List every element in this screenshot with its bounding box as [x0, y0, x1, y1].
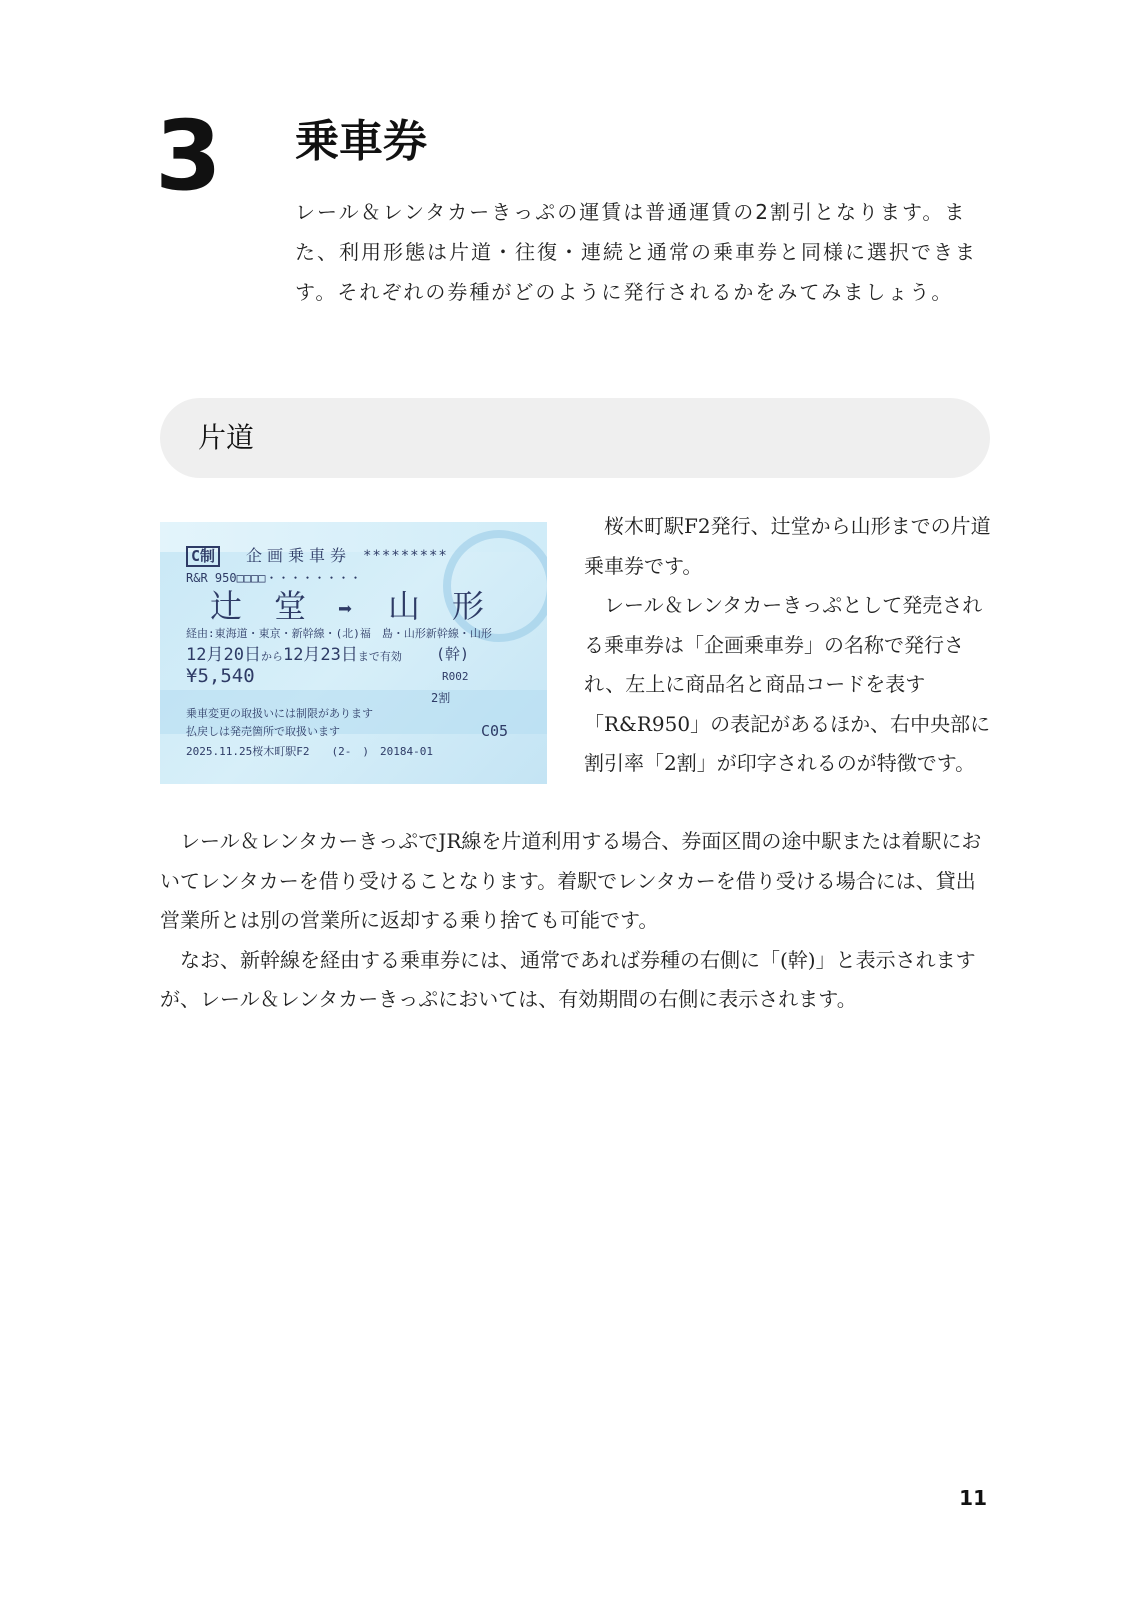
ticket-c-code: C05: [481, 722, 509, 740]
ticket-note: 乗車変更の取扱いには制限があります: [186, 707, 373, 720]
section-title: 片道: [198, 421, 255, 454]
body-text: [160, 822, 994, 1020]
page-number: 11: [959, 1486, 987, 1510]
ticket-price: ¥5,540: [186, 665, 255, 687]
intro-paragraph: レール＆レンタカーきっぷの運賃は普通運賃の2割引となります。また、利用形態は片道・往復・連続と通常の乗車券と同様に選択できます。それぞれの券種がどのように発行されるかをみてみましょう。: [295, 200, 977, 304]
ticket-discount: 2割: [431, 691, 451, 705]
ticket-route: 経由:東海道・東京・新幹線・(北)福 島・山形新幹線・山形: [186, 627, 492, 640]
body-paragraph: なお、新幹線を経由する乗車券には、通常であれば券種の右側に「(幹)」と表示されますが、レール＆レンタカーきっぷにおいては、有効期間の右側に表示されます。: [160, 947, 976, 1011]
body-paragraph: レール＆レンタカーきっぷでJR線を片道利用する場合、券面区間の途中駅または着駅においてレンタカーを借り受けることなります。着駅でレンタカーを借り受ける場合には、貸出営業所とは別の営業所に返却する乗り捨ても可能です。: [160, 829, 982, 932]
ticket-valid-from: 12月20日: [186, 645, 261, 665]
chapter-title: 乗車券: [295, 116, 427, 167]
body-paragraph: 桜木町駅F2発行、辻堂から山形までの片道乗車券です。: [584, 514, 991, 578]
section-header: [160, 398, 990, 478]
ticket-description: [584, 507, 994, 784]
chapter-number: 3: [155, 100, 222, 212]
ticket-issue-line: 2025.11.25桜木町駅F2 (2- ) 20184-01: [186, 745, 433, 758]
ticket-to-station: 山形: [388, 587, 517, 625]
ticket-image: [160, 522, 547, 784]
ticket-valid-to-suffix: まで有効: [357, 650, 402, 663]
ticket-stars: *********: [363, 548, 448, 564]
ticket-product-code: R&R 950□□□□・・・・・・・・: [186, 571, 362, 585]
ticket-valid-from-suffix: から: [260, 650, 283, 663]
ticket-valid-to: 12月23日: [282, 645, 358, 665]
body-paragraph: レール＆レンタカーきっぷとして発売される乗車券は「企画乗車券」の名称で発行され、左上に商品名と商品コードを表す「R&R950」の表記があるほか、右中央部に割引率「2割」が印字されるのが特徴です。: [584, 593, 991, 775]
ticket-note: 払戻しは発売箇所で取扱います: [186, 725, 340, 738]
ticket-r-code: R002: [442, 670, 469, 683]
ticket-class-mark: C制: [186, 546, 220, 567]
arrow-right-icon: ➡: [338, 595, 353, 623]
ticket-shinkansen-mark: (幹): [436, 645, 470, 663]
ticket-from-station: 辻堂: [210, 587, 339, 625]
chapter-intro: [295, 192, 995, 312]
ticket-kind: 企画乗車券: [246, 546, 352, 565]
